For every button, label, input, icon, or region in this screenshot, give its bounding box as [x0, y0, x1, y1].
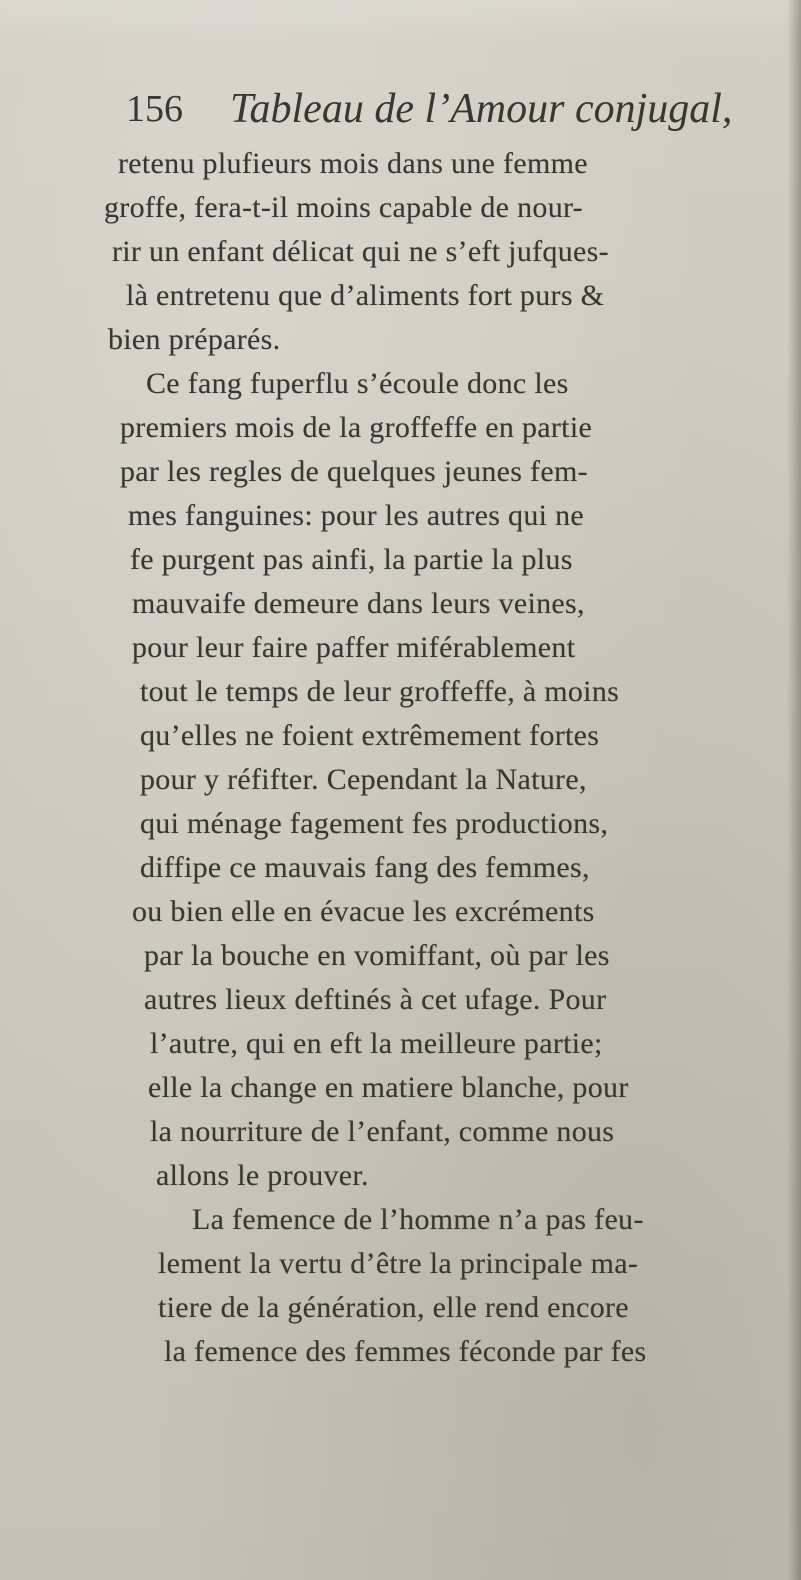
text-line: tout le temps de leur groffeffe, à moins [140, 675, 620, 708]
text-line: groffe, fera-t-il moins capable de nour- [104, 191, 583, 224]
running-header [126, 84, 733, 134]
text-line: mauvaife demeure dans leurs veines, [132, 587, 585, 620]
running-title: Tableau de l’Amour conjugal, [230, 86, 733, 132]
text-line: rir un enfant délicat qui ne s’eft jufques- [112, 235, 609, 268]
text-line: lement la vertu d’être la principale ma- [158, 1247, 639, 1280]
page-number: 156 [126, 88, 183, 130]
text-line: mes fanguines: pour les autres qui ne [128, 499, 584, 532]
text-line: qui ménage fagement fes productions, [140, 807, 609, 840]
text-line: l’autre, qui en eft la meilleure partie; [150, 1027, 603, 1060]
text-line: tiere de la génération, elle rend encore [158, 1291, 629, 1324]
text-line: fe purgent pas ainfi, la partie la plus [130, 543, 573, 576]
text-line: Ce fang fuperflu s’écoule donc les [146, 367, 569, 400]
text-line: là entretenu que d’aliments fort purs & [126, 279, 605, 312]
body-text [100, 142, 800, 1374]
page-top-shading [0, 0, 801, 40]
text-line: autres lieux deftinés à cet ufage. Pour [144, 983, 607, 1016]
text-line: bien préparés. [108, 323, 281, 356]
text-line: diffipe ce mauvais fang des femmes, [140, 851, 590, 884]
text-line: la nourriture de l’enfant, comme nous [150, 1115, 615, 1148]
text-line: pour y réfifter. Cependant la Nature, [140, 763, 587, 796]
text-line: elle la change en matiere blanche, pour [148, 1071, 629, 1104]
text-line: allons le prouver. [156, 1159, 369, 1192]
text-line: retenu plufieurs mois dans une femme [118, 147, 588, 180]
text-line: la femence des femmes féconde par fes [164, 1335, 647, 1368]
text-line: La femence de l’homme n’a pas feu- [192, 1203, 644, 1236]
text-line: par les regles de quelques jeunes fem- [120, 455, 588, 488]
text-line: pour leur faire paffer miférablement [132, 631, 576, 664]
text-line: qu’elles ne foient extrêmement fortes [140, 719, 600, 752]
text-line: ou bien elle en évacue les excréments [132, 895, 595, 928]
text-line: par la bouche en vomiffant, où par les [144, 939, 610, 972]
text-line: premiers mois de la groffeffe en partie [120, 411, 593, 444]
